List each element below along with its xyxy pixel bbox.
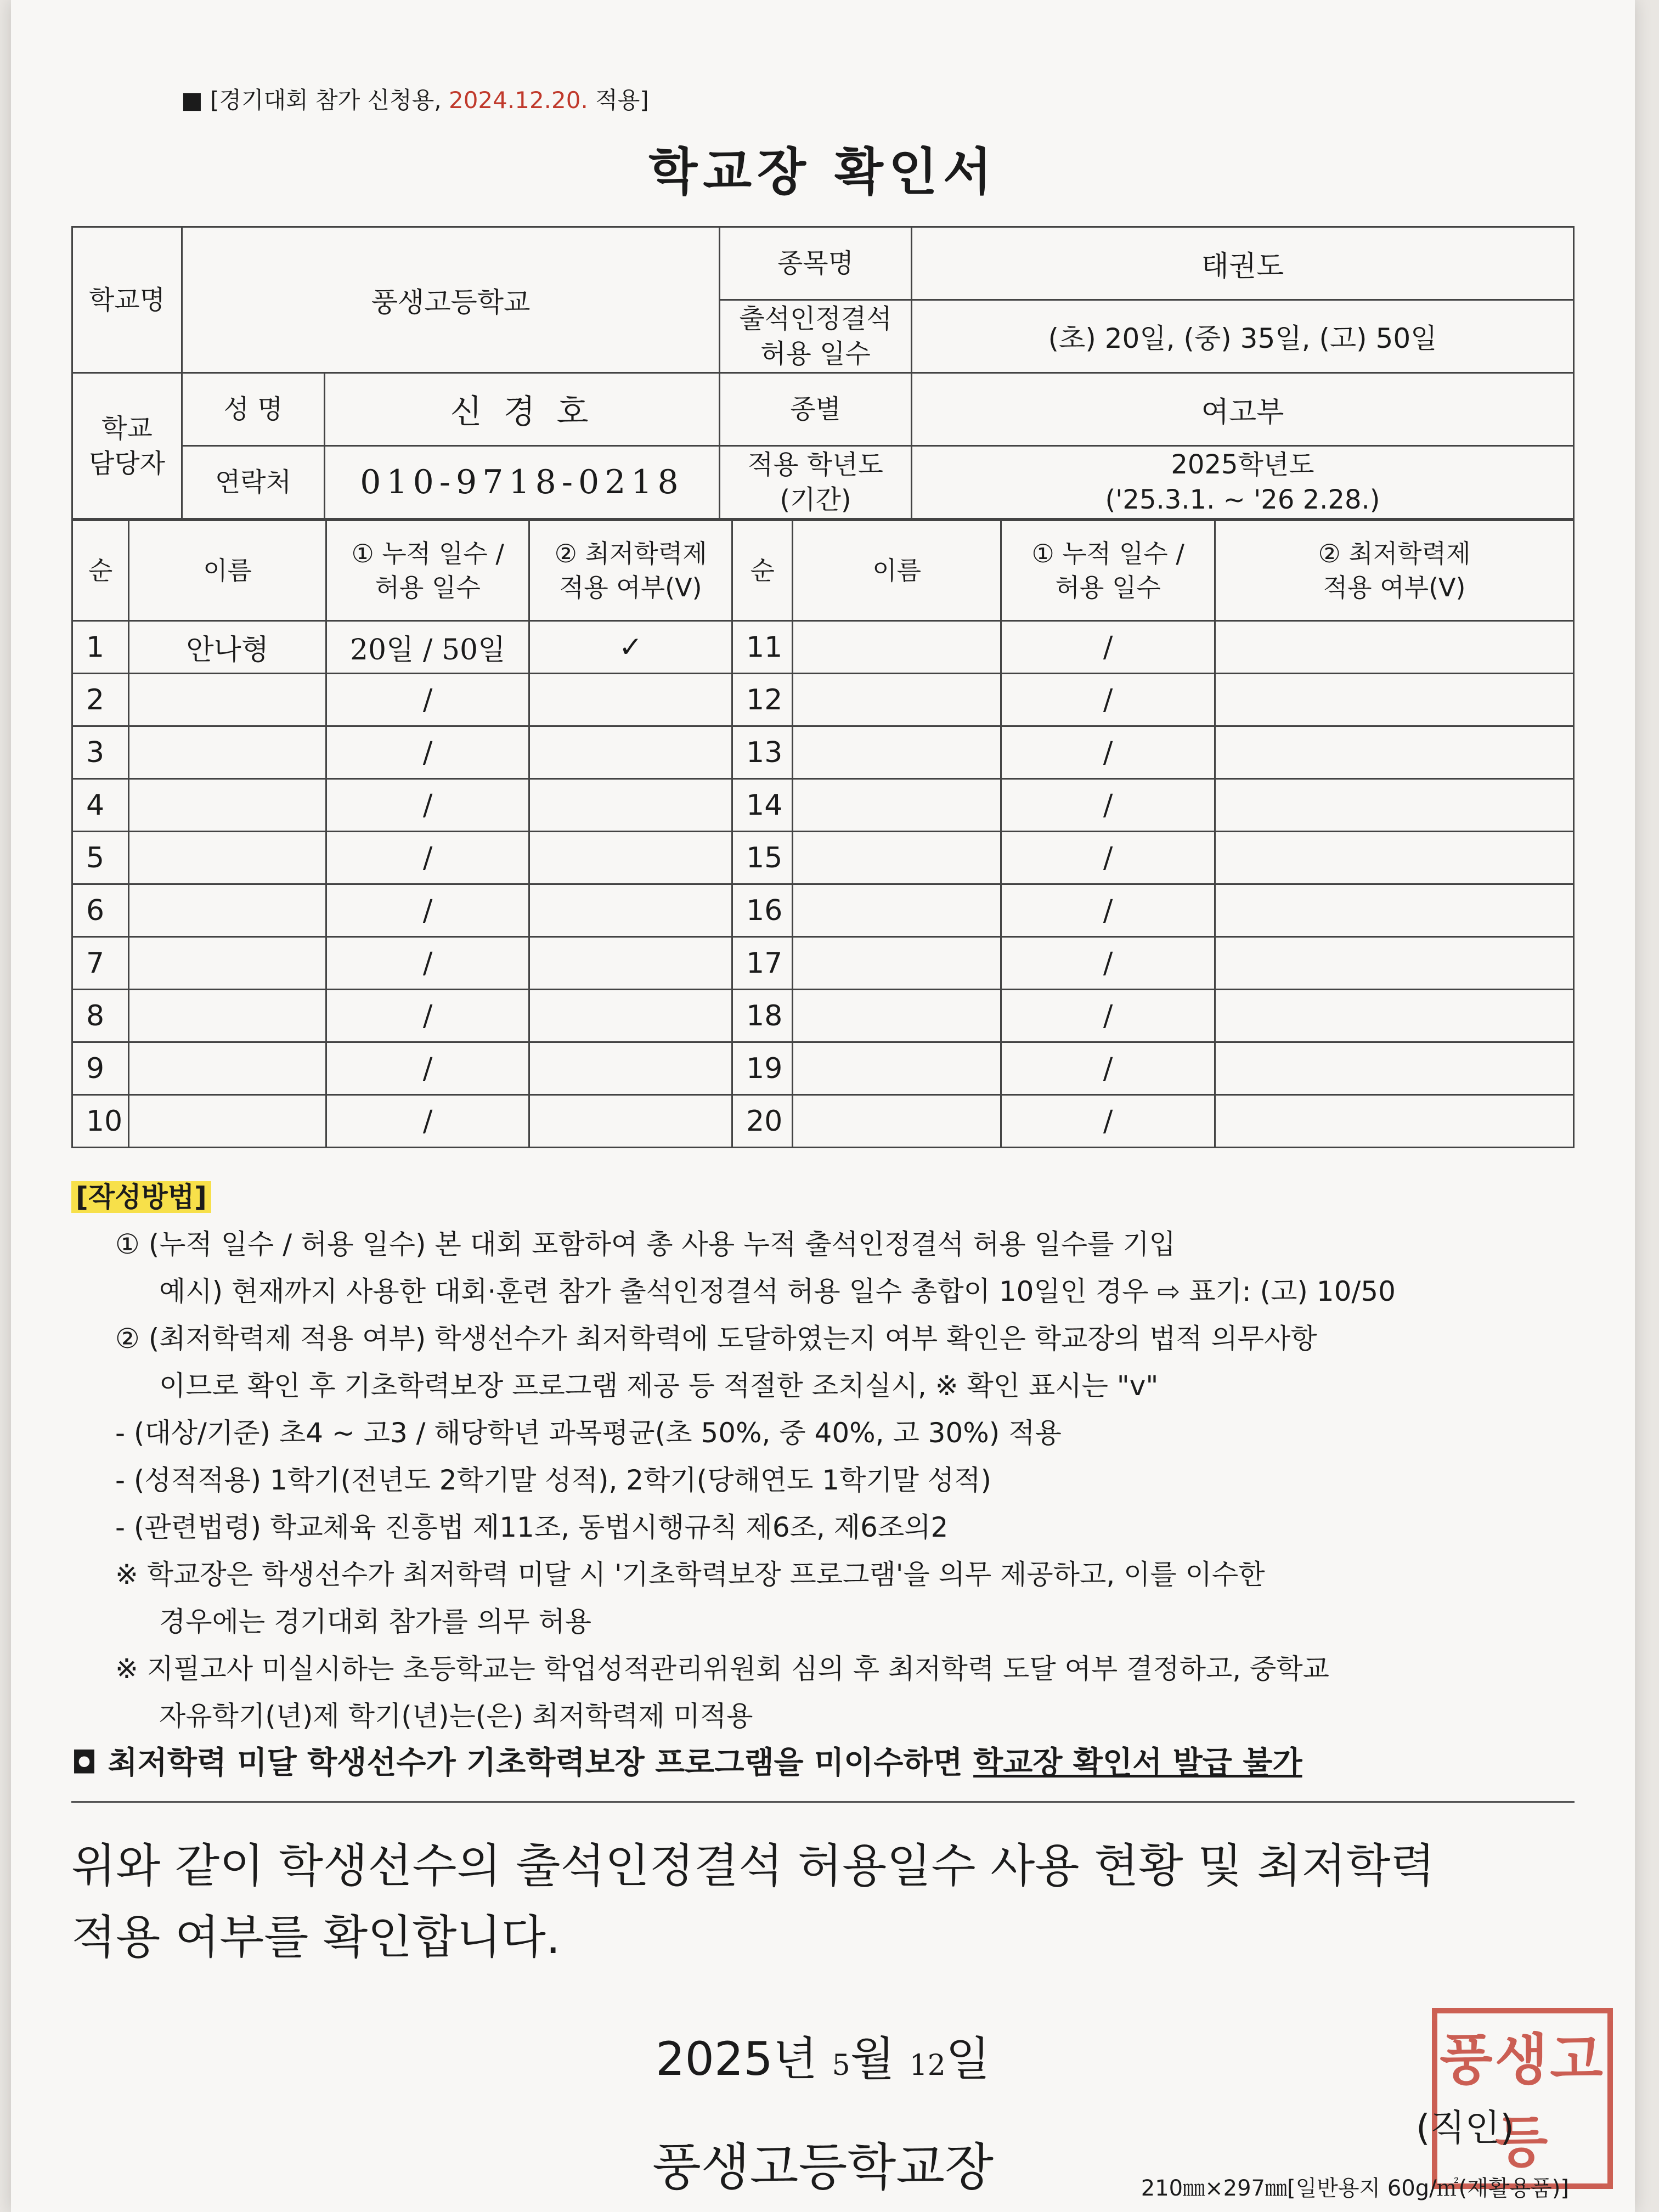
allowed-days-label: 출석인정결석 허용 일수 [720, 300, 912, 373]
min-check [1215, 990, 1574, 1042]
days-value: / [1001, 990, 1215, 1042]
days-value: / [1001, 621, 1215, 674]
row-number: 15 [732, 832, 793, 884]
name-header: 이름 [129, 521, 326, 621]
school-label: 학교명 [72, 227, 182, 373]
row-number: 6 [72, 884, 129, 937]
min-check [529, 832, 732, 884]
min-check [1215, 779, 1574, 832]
min-check [529, 674, 732, 726]
row-number: 11 [732, 621, 793, 674]
min-check [529, 990, 732, 1042]
row-number: 7 [72, 937, 129, 990]
min-check [1215, 884, 1574, 937]
days-value: 20일 / 50일 [326, 621, 529, 674]
row-number: 4 [72, 779, 129, 832]
row-number: 12 [732, 674, 793, 726]
table-row [72, 990, 1574, 1042]
student-name [793, 779, 1001, 832]
instructions-heading: [작성방법] [71, 1181, 211, 1213]
paper-spec: 210㎜×297㎜[일반용지 60g/㎡(재활용품)] [1141, 2176, 1569, 2201]
student-name [129, 1042, 326, 1095]
student-name [129, 937, 326, 990]
instruction-line: 자유학기(년)제 학기(년)는(은) 최저학력제 미적용 [159, 1700, 753, 1732]
days-value: / [1001, 1042, 1215, 1095]
min-check [529, 1042, 732, 1095]
instruction-line: ② (최저학력제 적용 여부) 학생선수가 최저학력에 도달하였는지 여부 확인은 학교장의 법적 의무사항 [115, 1323, 1317, 1355]
document-title: 학교장 확인서 [648, 143, 997, 201]
days-value: / [1001, 726, 1215, 779]
row-number: 5 [72, 832, 129, 884]
days-value: / [326, 937, 529, 990]
contact-label: 학교 담당자 [72, 373, 182, 519]
event-label: 종목명 [720, 227, 912, 300]
row-number: 13 [732, 726, 793, 779]
seq-header: 순 [732, 521, 793, 621]
row-number: 16 [732, 884, 793, 937]
min-check [1215, 937, 1574, 990]
row-number: 19 [732, 1042, 793, 1095]
min-check [529, 726, 732, 779]
table-row [72, 726, 1574, 779]
student-rows [72, 621, 1574, 1148]
instruction-line: - (대상/기준) 초4 ~ 고3 / 해당학년 과목평균(초 50%, 중 40%, 고 30%) 적용 [115, 1417, 1062, 1449]
days-value: / [1001, 779, 1215, 832]
principal-name: 풍생고등학교장 [652, 2138, 994, 2197]
student-table-header [72, 521, 1574, 621]
student-name [129, 832, 326, 884]
days-value: / [1001, 884, 1215, 937]
min-check [1215, 832, 1574, 884]
school-value: 풍생고등학교 [182, 227, 720, 373]
table-row [72, 674, 1574, 726]
days-value: / [326, 990, 529, 1042]
name-label: 성 명 [182, 373, 325, 446]
student-name [129, 779, 326, 832]
student-name [129, 726, 326, 779]
student-table [71, 520, 1575, 1148]
student-name [793, 990, 1001, 1042]
instruction-line: 이므로 확인 후 기초학력보장 프로그램 제공 등 적절한 조치실시, ※ 확인 표시는 "v" [159, 1370, 1159, 1402]
table-row [72, 1042, 1574, 1095]
table-row [72, 779, 1574, 832]
min-header: ② 최저학력제 적용 여부(V) [529, 521, 732, 621]
top-note: ■ [경기대회 참가 신청용, 2024.12.20. 적용] [181, 87, 649, 114]
min-check [1215, 674, 1574, 726]
student-name [793, 937, 1001, 990]
days-value: / [1001, 1095, 1215, 1148]
phone-value: 010-9718-0218 [325, 446, 720, 519]
document-page [11, 0, 1635, 2212]
min-check [1215, 726, 1574, 779]
seal-label: (직인) [1415, 2107, 1514, 2149]
row-number: 1 [72, 621, 129, 674]
min-check: ✓ [529, 621, 732, 674]
confirmation-text: 위와 같이 학생선수의 출석인정결석 허용일수 사용 현황 및 최저학력 적용 여부를 확인합니다. [71, 1839, 1435, 1964]
student-name [793, 1042, 1001, 1095]
student-name [793, 1095, 1001, 1148]
min-check [1215, 1095, 1574, 1148]
table-row [72, 832, 1574, 884]
seq-header: 순 [72, 521, 129, 621]
row-number: 10 [72, 1095, 129, 1148]
student-name [793, 674, 1001, 726]
top-note-date: 2024.12.20. [448, 87, 588, 114]
phone-label: 연락처 [182, 446, 325, 519]
days-value: / [326, 726, 529, 779]
row-number: 14 [732, 779, 793, 832]
name-header: 이름 [793, 521, 1001, 621]
days-value: / [326, 832, 529, 884]
row-number: 9 [72, 1042, 129, 1095]
student-name: 안나형 [129, 621, 326, 674]
table-row [72, 937, 1574, 990]
days-value: / [326, 1042, 529, 1095]
category-label: 종별 [720, 373, 912, 446]
min-check [529, 1095, 732, 1148]
table-row [72, 621, 1574, 674]
info-table [71, 226, 1575, 520]
official-seal: 풍생고등 [1432, 2008, 1613, 2189]
student-name [129, 884, 326, 937]
instruction-line: ※ 지필고사 미실시하는 초등학교는 학업성적관리위원회 심의 후 최저학력 도달 여부 결정하고, 중학교 [115, 1653, 1329, 1685]
year-label: 적용 학년도 (기간) [720, 446, 912, 519]
divider [71, 1801, 1575, 1803]
category-value: 여고부 [912, 373, 1574, 446]
instruction-line: ① (누적 일수 / 허용 일수) 본 대회 포함하여 총 사용 누적 출석인정결석 허용 일수를 기입 [115, 1228, 1176, 1260]
days-value: / [326, 884, 529, 937]
instruction-line: ※ 학교장은 학생선수가 최저학력 미달 시 '기초학력보장 프로그램'을 의무 제공하고, 이를 이수한 [115, 1559, 1265, 1590]
min-header: ② 최저학력제 적용 여부(V) [1215, 521, 1574, 621]
min-check [1215, 621, 1574, 674]
student-name [129, 674, 326, 726]
allowed-days-value: (초) 20일, (중) 35일, (고) 50일 [912, 300, 1574, 373]
row-number: 18 [732, 990, 793, 1042]
final-note: ◘ 최저학력 미달 학생선수가 기초학력보장 프로그램을 미이수하면 학교장 확인서 발급 불가 [71, 1745, 1302, 1781]
days-header: ① 누적 일수 / 허용 일수 [326, 521, 529, 621]
days-value: / [1001, 937, 1215, 990]
event-value: 태권도 [912, 227, 1574, 300]
student-name [129, 990, 326, 1042]
min-check [529, 937, 732, 990]
days-value: / [1001, 674, 1215, 726]
student-name [793, 726, 1001, 779]
instruction-line: 경우에는 경기대회 참가를 의무 허용 [159, 1606, 592, 1638]
days-value: / [326, 779, 529, 832]
days-value: / [326, 674, 529, 726]
issue-date: 2025년 5월 12일 [656, 2032, 990, 2086]
student-name [793, 832, 1001, 884]
student-name [793, 621, 1001, 674]
year-value: 2025학년도 ('25.3.1. ~ '26 2.28.) [912, 446, 1574, 519]
row-number: 3 [72, 726, 129, 779]
instruction-line: - (성적적용) 1학기(전년도 2학기말 성적), 2학기(당해연도 1학기말 성적) [115, 1464, 991, 1496]
table-row [72, 1095, 1574, 1148]
table-row [72, 884, 1574, 937]
student-name [793, 884, 1001, 937]
student-name [129, 1095, 326, 1148]
min-check [1215, 1042, 1574, 1095]
row-number: 17 [732, 937, 793, 990]
row-number: 20 [732, 1095, 793, 1148]
name-value: 신 경 호 [325, 373, 720, 446]
min-check [529, 884, 732, 937]
row-number: 2 [72, 674, 129, 726]
instructions [71, 1173, 1575, 1787]
days-value: / [1001, 832, 1215, 884]
instruction-line: - (관련법령) 학교체육 진흥법 제11조, 동법시행규칙 제6조, 제6조의2 [115, 1511, 949, 1543]
days-header: ① 누적 일수 / 허용 일수 [1001, 521, 1215, 621]
days-value: / [326, 1095, 529, 1148]
min-check [529, 779, 732, 832]
row-number: 8 [72, 990, 129, 1042]
instruction-line: 예시) 현재까지 사용한 대회·훈련 참가 출석인정결석 허용 일수 총합이 10일인 경우 ⇨ 표기: (고) 10/50 [159, 1276, 1396, 1307]
